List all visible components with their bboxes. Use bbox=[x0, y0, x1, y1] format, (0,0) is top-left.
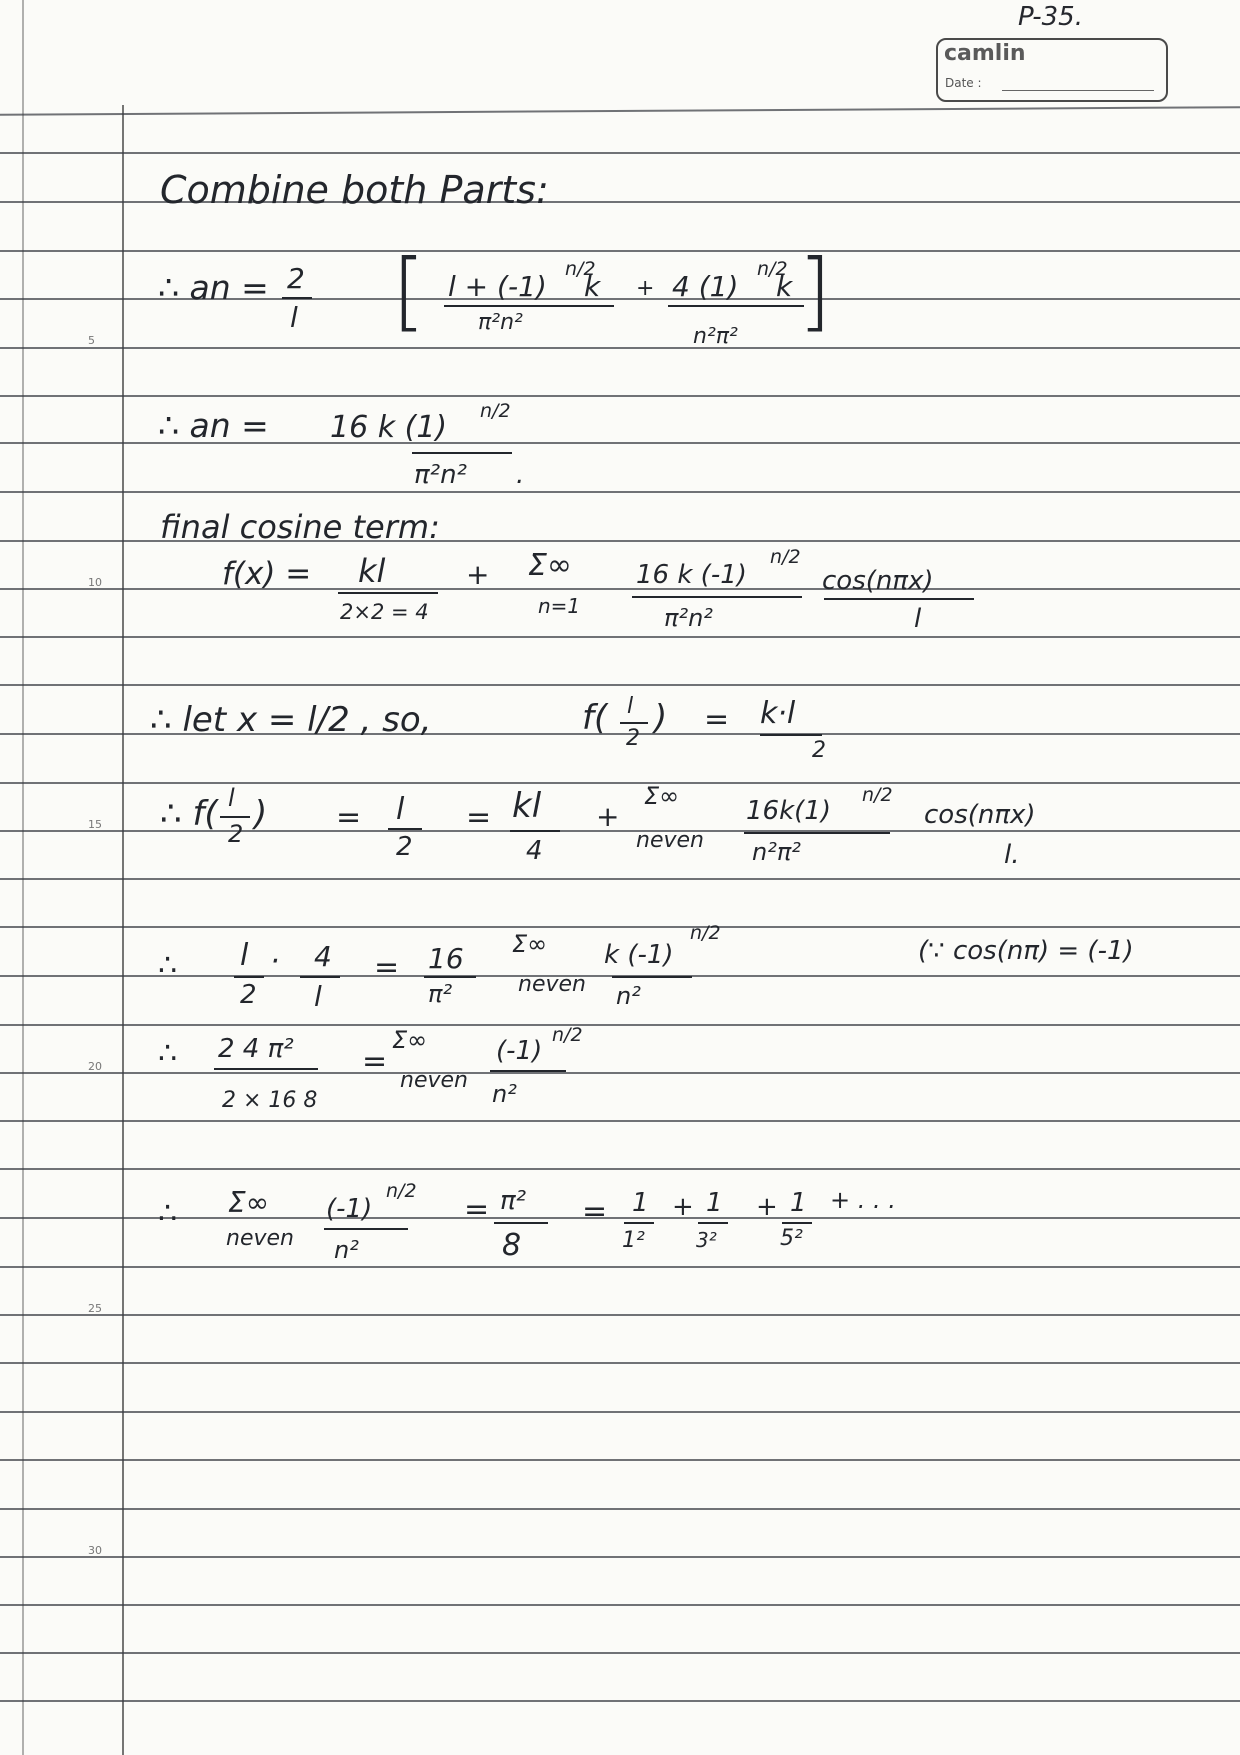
ruled-line bbox=[0, 1411, 1240, 1413]
series-term-denominator: 3² bbox=[696, 1228, 717, 1252]
fraction-bar bbox=[782, 1222, 812, 1224]
fx-lhs: f(x) = bbox=[222, 556, 312, 592]
fraction-denominator: l bbox=[314, 980, 322, 1013]
therefore-symbol: ∴ bbox=[158, 948, 178, 983]
fraction-numerator: k·l bbox=[760, 696, 796, 731]
ruled-line bbox=[0, 636, 1240, 638]
final-cosine-heading: final cosine term: bbox=[160, 508, 440, 546]
equals: = bbox=[362, 1044, 388, 1079]
line-number: 5 bbox=[88, 334, 95, 347]
fraction-denominator: π²n² bbox=[664, 604, 713, 632]
sigma-symbol: Σ∞ bbox=[644, 782, 680, 810]
left-bracket: [ bbox=[392, 241, 426, 341]
fraction-denominator: π²n² bbox=[478, 310, 523, 335]
exponent: n/2 bbox=[565, 258, 596, 280]
fraction-bar bbox=[698, 1222, 728, 1224]
fraction-numerator: l bbox=[627, 694, 634, 719]
ruled-line bbox=[0, 1508, 1240, 1510]
fraction-numerator: (-1) bbox=[326, 1194, 373, 1224]
fraction-denominator: 4 bbox=[526, 836, 543, 866]
fraction-numerator: π² bbox=[500, 1186, 527, 1216]
ruled-line bbox=[0, 106, 1240, 116]
equals: = bbox=[582, 1194, 608, 1229]
fraction-bar bbox=[220, 816, 250, 818]
multiply-dot: · bbox=[270, 944, 280, 979]
fraction-denominator: 2×2 = 4 bbox=[340, 600, 429, 624]
exponent: n/2 bbox=[770, 546, 801, 568]
fraction-numerator: 2 bbox=[287, 262, 305, 295]
fraction-bar bbox=[214, 1068, 318, 1070]
brand-logo: camlin bbox=[944, 41, 1026, 66]
sigma-symbol: Σ∞ bbox=[528, 548, 572, 583]
fraction-denominator: l bbox=[290, 301, 298, 334]
equals: = bbox=[374, 950, 400, 985]
operator: + bbox=[756, 1192, 778, 1222]
fraction-denominator: n² bbox=[334, 1236, 359, 1264]
equals: = bbox=[466, 800, 492, 835]
ruled-line bbox=[0, 782, 1240, 784]
fraction-numerator: l + (-1) bbox=[448, 270, 547, 303]
sigma-limit: neven bbox=[518, 972, 586, 997]
fraction-denominator: l bbox=[914, 604, 922, 634]
therefore-symbol: ∴ bbox=[158, 1196, 178, 1231]
date-label: Date : bbox=[945, 76, 982, 90]
sigma-symbol: Σ∞ bbox=[392, 1026, 428, 1054]
fraction-denominator: 2 bbox=[240, 980, 257, 1010]
function-close: ) bbox=[254, 794, 268, 834]
fraction-denominator: n²π² bbox=[693, 324, 738, 349]
fraction-denominator: 2 bbox=[812, 738, 826, 763]
fraction-numerator-k: k bbox=[776, 270, 793, 303]
ruled-line bbox=[0, 1459, 1240, 1461]
fraction-bar bbox=[424, 976, 476, 978]
ruled-line bbox=[0, 152, 1240, 154]
ruled-line bbox=[0, 588, 1240, 590]
fraction-denominator: 2 bbox=[396, 832, 413, 862]
ruled-line bbox=[0, 1120, 1240, 1122]
fraction-denominator: 2 bbox=[228, 820, 244, 848]
sigma-limit: n=1 bbox=[538, 594, 581, 618]
sigma-limit: neven bbox=[636, 828, 704, 853]
ruled-line bbox=[0, 250, 1240, 252]
ruled-line bbox=[0, 395, 1240, 397]
ruled-line bbox=[0, 1314, 1240, 1316]
fraction-bar bbox=[612, 976, 692, 978]
an-lhs: ∴ an = bbox=[158, 268, 269, 307]
exponent: n/2 bbox=[386, 1180, 417, 1202]
exponent: n/2 bbox=[862, 784, 893, 806]
line-number: 30 bbox=[88, 1544, 102, 1557]
equals: = bbox=[464, 1192, 490, 1227]
fraction-bar bbox=[282, 297, 312, 299]
fraction-numerator: l bbox=[396, 792, 405, 827]
line-number: 15 bbox=[88, 818, 102, 831]
series-term-numerator: 1 bbox=[706, 1188, 723, 1218]
fraction-bar bbox=[632, 596, 802, 598]
ruled-line bbox=[0, 1362, 1240, 1364]
series-term-denominator: 5² bbox=[780, 1226, 803, 1251]
line-number: 20 bbox=[88, 1060, 102, 1073]
fraction-numerator: k (-1) bbox=[604, 940, 674, 970]
let-x-text: ∴ let x = l/2 , so, bbox=[150, 700, 432, 740]
function-call: ∴ f( bbox=[160, 794, 218, 834]
fraction-bar bbox=[824, 598, 974, 600]
fraction-denominator: n² bbox=[492, 1080, 517, 1108]
fraction-bar bbox=[490, 1070, 566, 1072]
section-heading: Combine both Parts: bbox=[160, 168, 549, 212]
fraction-bar bbox=[494, 1222, 548, 1224]
fraction-bar bbox=[444, 305, 614, 307]
operator: + bbox=[672, 1192, 694, 1222]
ruled-line bbox=[0, 491, 1240, 493]
fraction-bar bbox=[234, 976, 264, 978]
fraction-numerator: kl bbox=[512, 786, 542, 826]
sigma-limit: neven bbox=[226, 1226, 294, 1251]
fraction-numerator: l bbox=[228, 784, 235, 812]
fraction-denominator: 2 × 16 8 bbox=[222, 1088, 318, 1113]
date-line bbox=[1002, 90, 1154, 91]
ruled-line bbox=[0, 347, 1240, 349]
cos-term: cos(nπx) bbox=[822, 566, 934, 596]
series-term-numerator: 1 bbox=[790, 1188, 807, 1218]
fraction-bar bbox=[510, 830, 560, 832]
side-note: (∵ cos(nπ) = (-1) bbox=[918, 936, 1134, 966]
fraction-denominator: n²π² bbox=[752, 838, 801, 866]
fraction-bar bbox=[620, 722, 648, 724]
fraction-numerator: 4 (1) bbox=[672, 270, 739, 303]
fraction-denominator: π² bbox=[428, 980, 453, 1008]
fraction-numerator: l bbox=[240, 938, 249, 973]
ruled-line bbox=[0, 1604, 1240, 1606]
sigma-symbol: Σ∞ bbox=[228, 1186, 270, 1219]
fraction-bar bbox=[412, 452, 512, 454]
fraction-denominator: π²n² bbox=[414, 460, 467, 490]
right-bracket: ] bbox=[798, 241, 832, 341]
fraction-bar bbox=[744, 832, 890, 834]
ruled-line bbox=[0, 1024, 1240, 1026]
line-number: 10 bbox=[88, 576, 102, 589]
equals: = bbox=[336, 800, 362, 835]
fraction-bar bbox=[324, 1228, 408, 1230]
fraction-numerator: (-1) bbox=[496, 1036, 543, 1066]
fraction-bar bbox=[300, 976, 340, 978]
brand-box bbox=[936, 38, 1168, 102]
fraction-numerator: 2 4 π² bbox=[218, 1034, 294, 1064]
operator: + bbox=[596, 800, 620, 833]
function-close: ) bbox=[654, 698, 668, 738]
period: . bbox=[516, 460, 525, 490]
exponent: n/2 bbox=[480, 400, 511, 422]
exponent: n/2 bbox=[690, 922, 721, 944]
ruled-line bbox=[0, 1556, 1240, 1558]
fraction-numerator-k: k bbox=[584, 270, 601, 303]
sigma-limit: neven bbox=[400, 1068, 468, 1093]
series-term-denominator: 1² bbox=[622, 1228, 645, 1253]
function-call: f( bbox=[582, 698, 608, 738]
ruled-line bbox=[0, 926, 1240, 928]
ruled-line bbox=[0, 878, 1240, 880]
ruled-line bbox=[0, 1700, 1240, 1702]
fraction-bar bbox=[624, 1222, 654, 1224]
fraction-numerator: 16 k (-1) bbox=[636, 560, 747, 590]
fraction-denominator: 8 bbox=[502, 1228, 522, 1263]
fraction-numerator: 4 bbox=[314, 940, 332, 973]
fraction-bar bbox=[668, 305, 804, 307]
fraction-bar bbox=[760, 734, 822, 736]
exponent: n/2 bbox=[757, 258, 788, 280]
fraction-denominator: l. bbox=[1004, 840, 1020, 870]
fraction-bar bbox=[338, 592, 438, 594]
fraction-numerator: kl bbox=[358, 552, 386, 590]
ruled-line bbox=[0, 1168, 1240, 1170]
sigma-symbol: Σ∞ bbox=[512, 930, 548, 958]
ruled-line bbox=[0, 1072, 1240, 1074]
page-number: P-35. bbox=[1018, 2, 1083, 32]
fraction-bar bbox=[388, 828, 422, 830]
fraction-numerator: 16k(1) bbox=[746, 796, 831, 826]
exponent: n/2 bbox=[552, 1024, 583, 1046]
operator: + bbox=[466, 558, 490, 591]
ruled-line bbox=[0, 1652, 1240, 1654]
cos-term: cos(nπx) bbox=[924, 800, 1036, 830]
equals: = bbox=[704, 702, 730, 737]
line-number: 25 bbox=[88, 1302, 102, 1315]
ruled-line bbox=[0, 684, 1240, 686]
therefore-symbol: ∴ bbox=[158, 1036, 178, 1071]
fraction-numerator: 16 bbox=[428, 942, 464, 975]
ruled-line bbox=[0, 1266, 1240, 1268]
fraction-numerator: 16 k (1) bbox=[330, 410, 448, 445]
series-ellipsis: + . . . bbox=[830, 1186, 896, 1214]
fraction-denominator: 2 bbox=[626, 726, 640, 751]
operator: + bbox=[636, 276, 655, 301]
ruled-line bbox=[0, 1217, 1240, 1219]
an-lhs: ∴ an = bbox=[158, 406, 269, 445]
fraction-denominator: n² bbox=[616, 982, 641, 1010]
series-term-numerator: 1 bbox=[632, 1188, 649, 1218]
